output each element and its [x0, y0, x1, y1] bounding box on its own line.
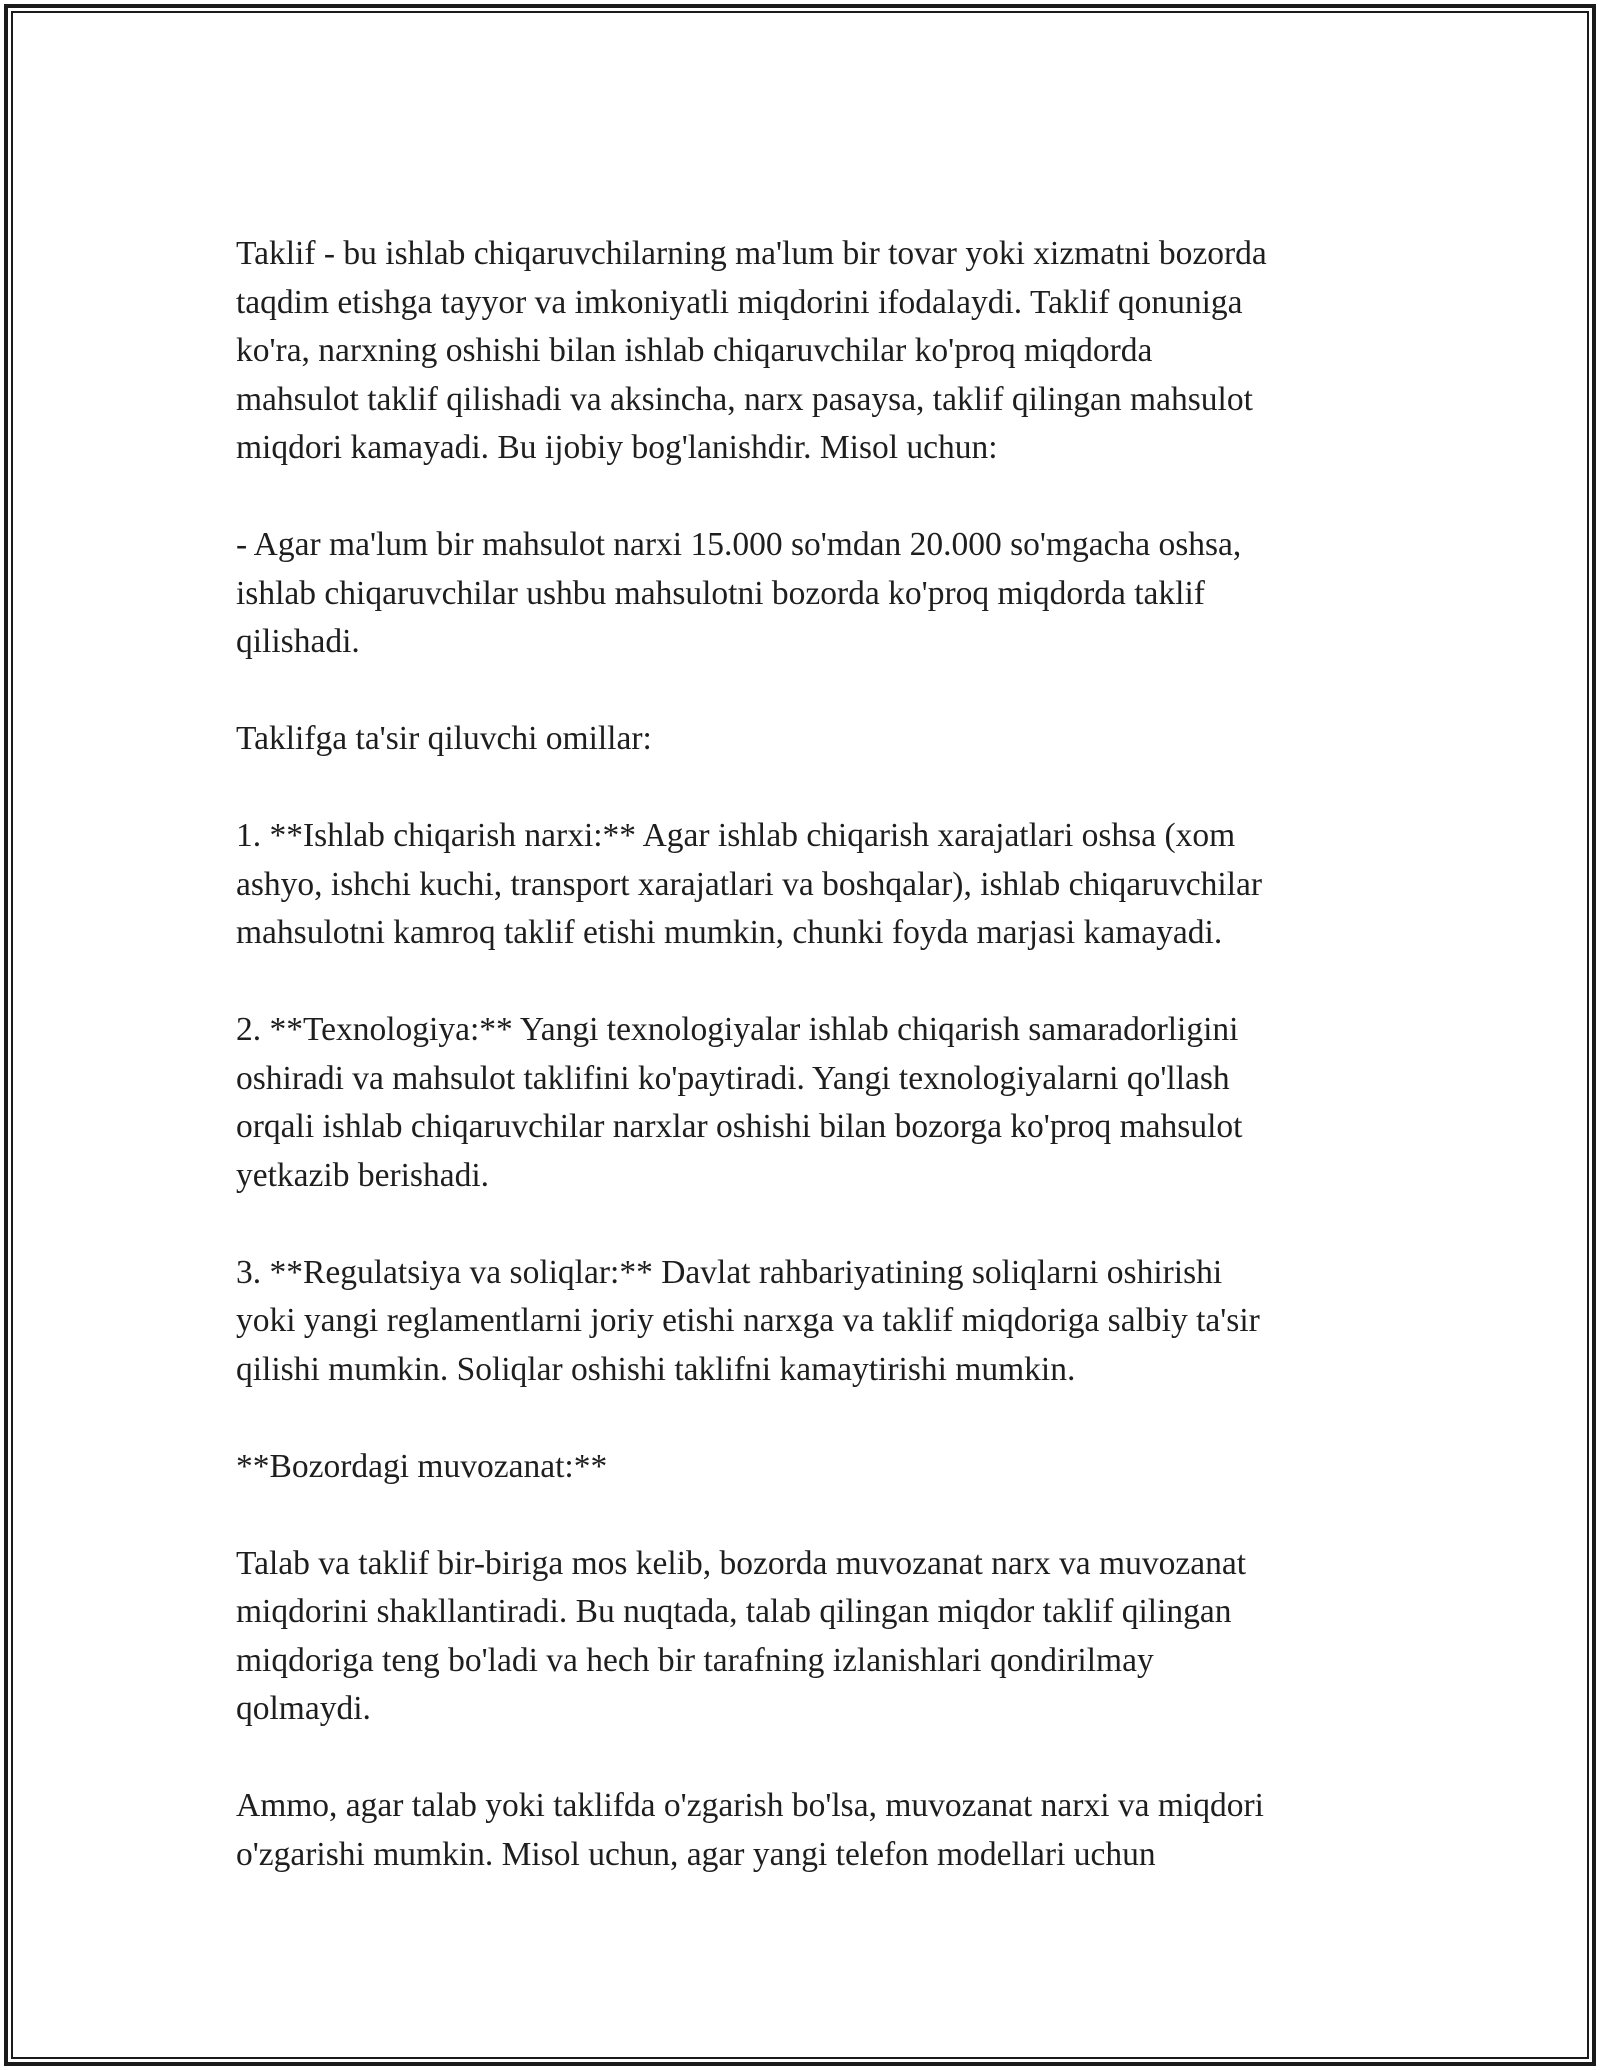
paragraph-factor-2: 2. **Texnologiya:** Yangi texnologiyalar ishlab chiqarish samaradorligini oshiradi va mahsulot taklifini ko'paytiradi. Yangi texnologiyalarni qo'llash orqali ishlab chiqaruvchilar narxlar oshishi bilan bozorga ko'proq mahsulot yetkazib berishadi.: [236, 1011, 1243, 1194]
paragraph-intro: Taklif - bu ishlab chiqaruvchilarning ma'lum bir tovar yoki xizmatni bozorda taqdim etishga tayyor va imkoniyatli miqdorini ifodalaydi. Taklif qonuniga ko'ra, narxning oshishi bilan ishlab chiqaruvchilar ko'proq miqdorda mahsulot taklif qilishadi va aksincha, narx pasaysa, taklif qilingan mahsulot miqdori kamayadi. Bu ijobiy bog'lanishdir. Misol uchun:: [236, 235, 1267, 466]
paragraph-factor-1: 1. **Ishlab chiqarish narxi:** Agar ishlab chiqarish xarajatlari oshsa (xom ashyo, ishchi kuchi, transport xarajatlari va boshqalar), ishlab chiqaruvchilar mahsulotni kamroq taklif etishi mumkin, chunki foyda marjasi kamayadi.: [236, 817, 1263, 951]
paragraph-example: - Agar ma'lum bir mahsulot narxi 15.000 so'mdan 20.000 so'mgacha oshsa, ishlab chiqaruvchilar ushbu mahsulotni bozorda ko'proq miqdorda taklif qilishadi.: [236, 526, 1242, 660]
document-body: [236, 230, 1376, 1879]
paragraph-factors-heading: Taklifga ta'sir qiluvchi omillar:: [236, 720, 652, 757]
paragraph-factor-3: 3. **Regulatsiya va soliqlar:** Davlat rahbariyatining soliqlarni oshirishi yoki yangi reglamentlarni joriy etishi narxga va taklif miqdoriga salbiy ta'sir qilishi mumkin. Soliqlar oshishi taklifni kamaytirishi mumkin.: [236, 1253, 1260, 1388]
paragraph-change: Ammo, agar talab yoki taklifda o'zgarish bo'lsa, muvozanat narxi va miqdori o'zgarishi mumkin. Misol uchun, agar yangi telefon modellari uchun: [236, 1787, 1264, 1873]
paragraph-equilibrium: Talab va taklif bir-biriga mos kelib, bozorda muvozanat narx va muvozanat miqdorini shakllantiradi. Bu nuqtada, talab qilingan miqdor taklif qilingan miqdoriga teng bo'ladi va hech bir tarafning izlanishlari qondirilmay qolmaydi.: [236, 1544, 1247, 1727]
paragraph-equilibrium-heading: **Bozordagi muvozanat:**: [236, 1447, 608, 1485]
